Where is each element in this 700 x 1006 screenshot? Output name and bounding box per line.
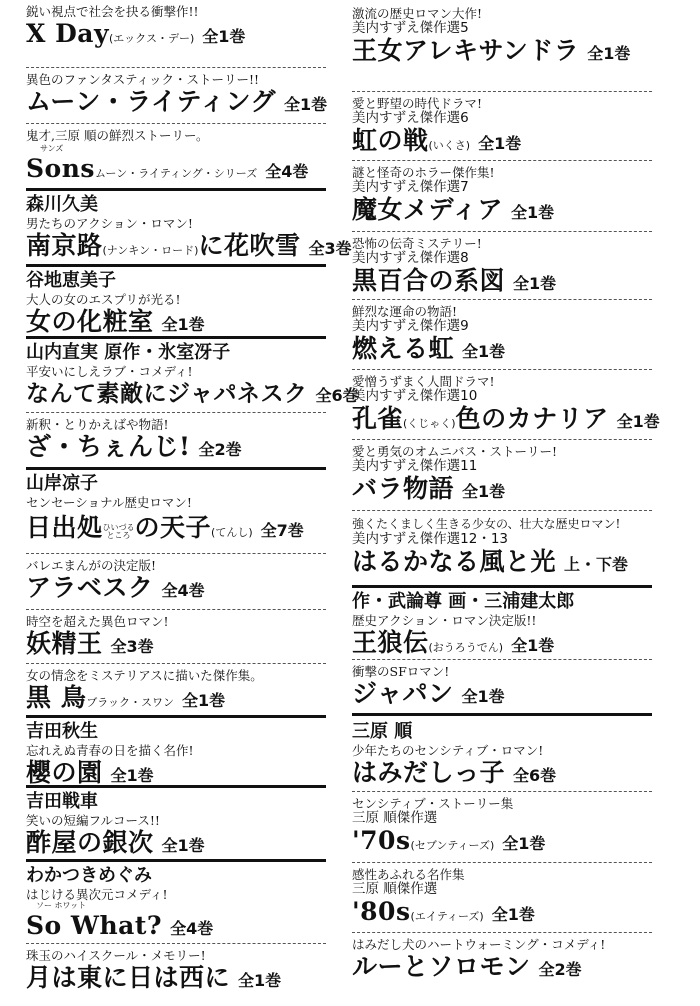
series-name: 美内すずえ傑作選5 (352, 20, 469, 36)
tagline: 鋭い視点で社会を抉る衝撃作!! (26, 4, 199, 19)
volume-count: 全1巻 (462, 482, 506, 501)
tagline: 大人の女のエスプリが光る! (26, 292, 181, 307)
title-line (26, 963, 326, 995)
tagline: 歴史アクション・ロマン決定版!! (352, 613, 537, 628)
title-reading: (セブンティーズ) (410, 839, 495, 852)
book-title: 月は東に日は西に (26, 963, 231, 992)
book-entry (26, 664, 326, 718)
book-entry (26, 124, 326, 191)
title-reading: (てんし) (211, 526, 253, 539)
book-entry (352, 0, 652, 92)
volume-count: 全4巻 (161, 581, 205, 600)
book-title: 女の化粧室 (26, 307, 154, 336)
book-entry (26, 554, 326, 610)
book-title: アラベスク (26, 573, 154, 602)
volume-count: 全3巻 (308, 239, 352, 258)
book-entry (26, 718, 326, 788)
title-line (26, 154, 326, 188)
book-entry (26, 944, 326, 1000)
tagline: 激流の歴史ロマン大作! (352, 6, 483, 21)
author-name: 作・武論尊 画・三浦建太郎 (352, 591, 575, 612)
book-title: 孔雀 (352, 404, 404, 433)
volume-count: 全7巻 (260, 521, 304, 540)
volume-count: 全1巻 (284, 95, 328, 114)
author-name: 山内直実 原作・氷室冴子 (26, 342, 231, 363)
title-reading: (いくさ) (428, 139, 471, 152)
book-title: 南京路 (26, 231, 103, 260)
series-name: 美内すずえ傑作選9 (352, 318, 469, 334)
title-line (26, 510, 326, 547)
right-column (352, 0, 660, 993)
book-title: 酢屋の銀次 (26, 828, 154, 857)
book-entry (26, 339, 359, 413)
tagline: 愛と勇気のオムニバス・ストーリー! (352, 444, 558, 459)
tagline: 謎と怪奇のホラー傑作集! (352, 165, 495, 180)
title-line (26, 432, 326, 464)
tagline: 笑いの短編フルコース!! (26, 813, 160, 828)
book-entry (352, 370, 660, 440)
title-line (352, 36, 652, 68)
book-entry (352, 792, 652, 863)
title-reading: ブラック・スワン (86, 696, 174, 709)
series-name: 美内すずえ傑作選7 (352, 179, 469, 195)
volume-count: 全1巻 (110, 766, 154, 785)
title-line (26, 19, 326, 53)
book-entry (352, 440, 652, 511)
book-title: So What? (26, 911, 163, 940)
series-name: 美内すずえ傑作選6 (352, 110, 469, 126)
book-entry (26, 413, 326, 470)
volume-count: 全2巻 (198, 440, 242, 459)
book-title: 王狼伝 (352, 628, 429, 657)
title-line (26, 307, 326, 339)
book-entry (352, 716, 652, 792)
book-entry (26, 191, 352, 267)
volume-count: 全1巻 (478, 134, 522, 153)
book-entry (26, 862, 326, 944)
book-title-cont: 色のカナリア (455, 404, 609, 433)
title-line (352, 404, 660, 438)
volume-count: 全1巻 (202, 27, 246, 46)
book-entry (352, 660, 652, 716)
book-title: ジャパン (352, 679, 454, 708)
book-entry (26, 470, 326, 554)
volume-count: 全1巻 (511, 203, 555, 222)
volume-count: 全2巻 (538, 960, 582, 979)
title-ruby: サンズ (40, 144, 64, 153)
book-title: はみだしっ子 (352, 758, 506, 787)
title-line (26, 87, 326, 119)
volume-count: 全1巻 (491, 905, 535, 924)
book-title: 櫻の園 (26, 758, 103, 787)
title-line (352, 126, 652, 160)
book-title: '80s (352, 897, 411, 926)
title-line (352, 758, 652, 790)
tagline: 女の情念をミステリアスに描いた傑作集。 (26, 668, 263, 683)
title-reading: (エイティーズ) (410, 910, 484, 923)
book-title: 王女アレキサンドラ (352, 36, 580, 65)
title-line (352, 334, 652, 366)
title-reading: (くじゃく) (403, 417, 456, 430)
book-entry (26, 0, 326, 68)
volume-count: 全1巻 (502, 834, 546, 853)
title-reading: (おうろうでん) (428, 641, 504, 654)
volume-count: 全1巻 (616, 412, 660, 431)
book-title-cont: の天子 (134, 513, 212, 542)
tagline: 少年たちのセンシティブ・ロマン! (352, 743, 544, 758)
tagline: 珠玉のハイスクール・メモリー! (26, 948, 206, 963)
book-entry (352, 300, 652, 370)
tagline: 衝撃のSFロマン! (352, 664, 450, 679)
volume-count: 全3巻 (110, 637, 154, 656)
author-name: 谷地恵美子 (26, 270, 116, 291)
title-reading: (ナンキン・ロード) (102, 244, 199, 257)
tagline: はじける異次元コメディ! (26, 887, 168, 902)
title-line (26, 629, 326, 661)
book-entry (26, 788, 326, 862)
author-name: 吉田秋生 (26, 721, 98, 742)
tagline: 愛憎うずまく人間ドラマ! (352, 374, 495, 389)
volume-count: 全1巻 (511, 636, 555, 655)
tagline: 新釈・とりかえばや物語! (26, 417, 169, 432)
tagline: センシティブ・ストーリー集 (352, 796, 514, 811)
tagline: 鮮烈な運命の物語! (352, 304, 458, 319)
book-title: 日出処 (26, 513, 103, 542)
title-line (26, 231, 352, 265)
volume-count: 全4巻 (170, 919, 214, 938)
title-line (26, 758, 326, 790)
book-entry (352, 933, 652, 993)
title-line (352, 952, 652, 984)
tagline: 平安いにしえラブ・コメディ! (26, 364, 193, 379)
book-entry (352, 863, 652, 933)
series-name: 三原 順傑作選 (352, 810, 438, 826)
book-entry (26, 68, 326, 124)
book-title: 黒百合の系図 (352, 266, 506, 295)
book-title: Sons (26, 154, 95, 183)
volume-count: 全1巻 (461, 687, 505, 706)
series-name: 美内すずえ傑作選12・13 (352, 531, 508, 547)
tagline: 時空を超えた異色ロマン! (26, 614, 169, 629)
book-title: バラ物語 (352, 474, 455, 503)
title-line (352, 679, 652, 711)
book-title: ざ・ちぇんじ! (26, 432, 191, 461)
title-line (26, 911, 326, 943)
tagline: 強くたくましく生きる少女の、壮大な歴史ロマン! (352, 517, 621, 531)
tagline: 異色のファンタスティック・ストーリー!! (26, 72, 260, 87)
volume-count: 全1巻 (587, 44, 631, 63)
title-line (352, 266, 652, 298)
tagline: 感性あふれる名作集 (352, 867, 465, 882)
volume-count: 全1巻 (161, 836, 205, 855)
volume-count: 全1巻 (462, 342, 506, 361)
tagline: 恐怖の伝奇ミステリー! (352, 236, 482, 251)
title-line (352, 195, 652, 227)
tagline: バレエまんがの決定版! (26, 558, 157, 573)
book-entry (26, 267, 326, 339)
author-name: わかつきめぐみ (26, 865, 152, 886)
title-reading: (エックス・デー) (109, 32, 195, 45)
book-title: '70s (352, 826, 411, 855)
volume-count: 全4巻 (265, 162, 309, 181)
title-line (26, 828, 326, 860)
book-title: ルーとソロモン (352, 952, 531, 981)
series-name: 美内すずえ傑作選8 (352, 250, 469, 266)
book-entry (352, 588, 652, 660)
tagline: 忘れえぬ青春の日を描く名作! (26, 743, 194, 758)
book-title: 虹の戦 (352, 126, 429, 155)
title-line (352, 547, 652, 579)
volume-count: 全6巻 (315, 386, 359, 405)
author-name: 吉田戦車 (26, 791, 98, 812)
title-line (352, 826, 652, 860)
book-entry (26, 610, 326, 664)
volume-count: 上・下巻 (564, 555, 629, 574)
book-title: はるかなる風と光 (352, 547, 557, 576)
title-line (352, 897, 652, 931)
author-name: 山岸凉子 (26, 473, 98, 494)
volume-count: 全1巻 (182, 691, 226, 710)
book-title: 魔女メディア (352, 195, 504, 224)
title-line (26, 573, 326, 605)
volume-count: 全6巻 (513, 766, 557, 785)
book-entry (352, 161, 652, 232)
tagline: センセーショナル歴史ロマン! (26, 495, 192, 510)
title-line (26, 683, 326, 717)
book-title: X Day (26, 19, 110, 48)
tagline: 男たちのアクション・ロマン! (26, 216, 193, 231)
book-title: 燃える虹 (352, 334, 455, 363)
tagline: 愛と野望の時代ドラマ! (352, 96, 483, 111)
left-column (26, 0, 359, 1000)
book-entry (352, 92, 652, 161)
book-title: ムーン・ライティング (26, 87, 277, 116)
title-ruby: ソー ホワット (36, 901, 87, 910)
tagline: はみだし犬のハートウォーミング・コメディ! (352, 937, 606, 952)
author-name: 三原 順 (352, 721, 413, 742)
title-line (26, 379, 359, 410)
book-title: なんて素敵にジャパネスク (26, 380, 308, 407)
book-entry (352, 232, 652, 300)
book-title: 妖精王 (26, 629, 103, 658)
series-name: 美内すずえ傑作選10 (352, 388, 478, 404)
series-name: 三原 順傑作選 (352, 881, 438, 897)
author-name: 森川久美 (26, 194, 98, 215)
title-ruby: ひいづる ところ (102, 522, 135, 540)
volume-count: 全1巻 (513, 274, 557, 293)
book-entry (352, 511, 652, 588)
tagline: 鬼才,三原 順の鮮烈ストーリー。 (26, 128, 209, 143)
book-title-cont: に花吹雪 (198, 231, 301, 260)
title-line (352, 474, 652, 506)
volume-count: 全1巻 (161, 315, 205, 334)
book-title: 黒 鳥 (26, 683, 87, 712)
title-reading: ムーン・ライティング・シリーズ (94, 167, 258, 180)
title-line (352, 628, 652, 662)
volume-count: 全1巻 (238, 971, 282, 990)
series-name: 美内すずえ傑作選11 (352, 458, 478, 474)
